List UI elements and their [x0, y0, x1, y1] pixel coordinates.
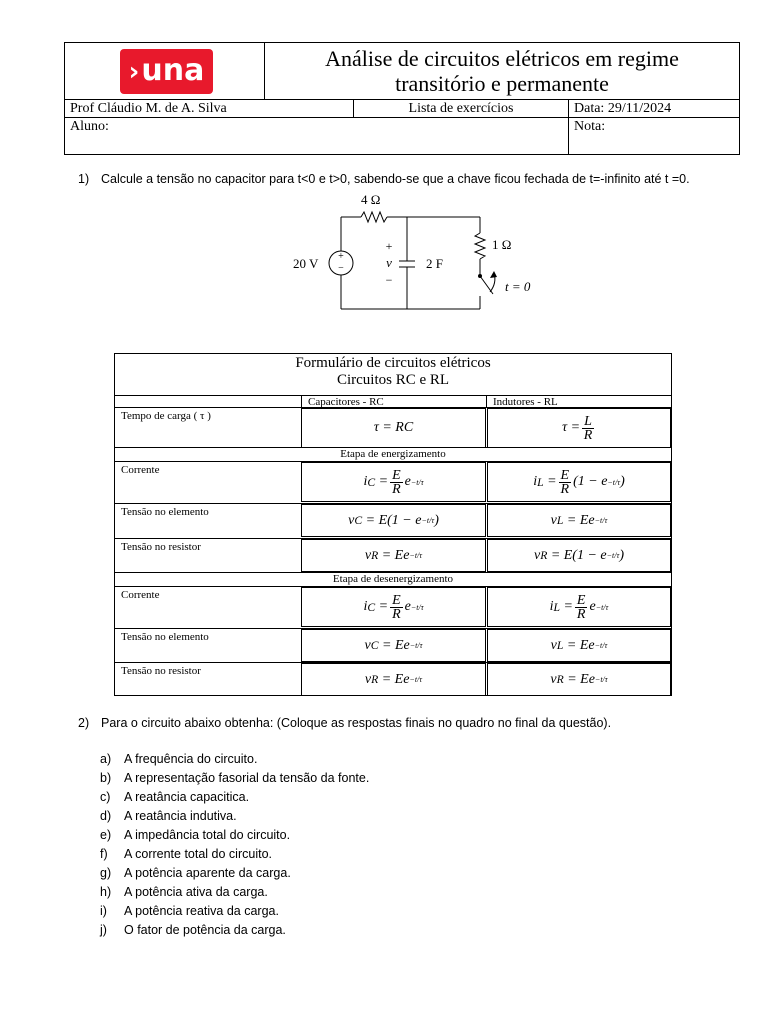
switch-contact — [478, 274, 482, 278]
source-plus: + — [338, 251, 344, 262]
logo-cell — [64, 42, 265, 100]
capacitor-label: 2 F — [426, 256, 443, 271]
chevron-right-icon: › — [128, 57, 140, 87]
circuit-diagram-1 — [285, 188, 545, 313]
list-label-cell: Lista de exercícios — [353, 99, 569, 118]
resistor-4-label: 4 Ω — [361, 192, 381, 207]
formula-table-title: Formulário de circuitos elétricos — [295, 355, 491, 371]
source-label: 20 V — [293, 256, 319, 271]
switch-label: t = 0 — [505, 279, 531, 294]
col-rc-header: Capacitores - RC — [301, 396, 486, 408]
tau-rl: τ = $\frac{L}{R}$ — [487, 408, 671, 448]
row-desenerg-tensao-elem: Tensão no elemento v C = Ee −t/τ v L = Ee −t/τ — [115, 628, 671, 662]
row-energ-tensao-elem: Tensão no elemento v C = E(1 − e −t/τ ) v L = Ee −t/τ — [115, 503, 671, 537]
formula-table — [114, 353, 672, 696]
energizing-header: Etapa de energizamento — [115, 447, 671, 462]
document-title: Análise de circuitos elétricos em regime transitório e permanente — [264, 42, 740, 100]
student-field[interactable]: Aluno: — [64, 117, 569, 155]
date-cell: Data: 29/11/2024 — [568, 99, 740, 118]
col-rl-header: Indutores - RL — [486, 396, 671, 408]
professor-cell: Prof Cláudio M. de A. Silva — [64, 99, 354, 118]
grade-field[interactable]: Nota: — [568, 117, 740, 155]
row-energ-tensao-res: Tensão no resistor v R = Ee −t/τ v R = E(1 − e −t/τ ) — [115, 538, 671, 572]
row-desenerg-corrente: Corrente i C = $\frac{E}{R}$ e −t/τ i L = $\frac{E}{R}$ e −t/τ — [115, 586, 671, 627]
header-table — [64, 42, 740, 155]
cap-plus: + — [385, 239, 393, 253]
una-logo: ›una — [120, 49, 213, 94]
cap-minus: − — [385, 273, 393, 287]
row-tempo: Tempo de carga ( τ ) τ = RC τ = $\frac{L}{R}$ — [115, 407, 671, 448]
deenergizing-header: Etapa de desenergizamento — [115, 572, 671, 587]
row-energ-corrente: Corrente i C = $\frac{E}{R}$ e −t/τ i L = $\frac{E}{R}$ (1 − e −t/τ ) — [115, 461, 671, 502]
resistor-1-label: 1 Ω — [492, 237, 512, 252]
row-desenerg-tensao-res: Tensão no resistor v R = Ee −t/τ v R = Ee −t/τ — [115, 662, 671, 696]
tau-rc: τ = RC — [301, 408, 486, 448]
formula-table-subtitle: Circuitos RC e RL — [336, 372, 450, 388]
cap-voltage-label: v — [386, 255, 392, 270]
source-minus: − — [338, 263, 344, 274]
